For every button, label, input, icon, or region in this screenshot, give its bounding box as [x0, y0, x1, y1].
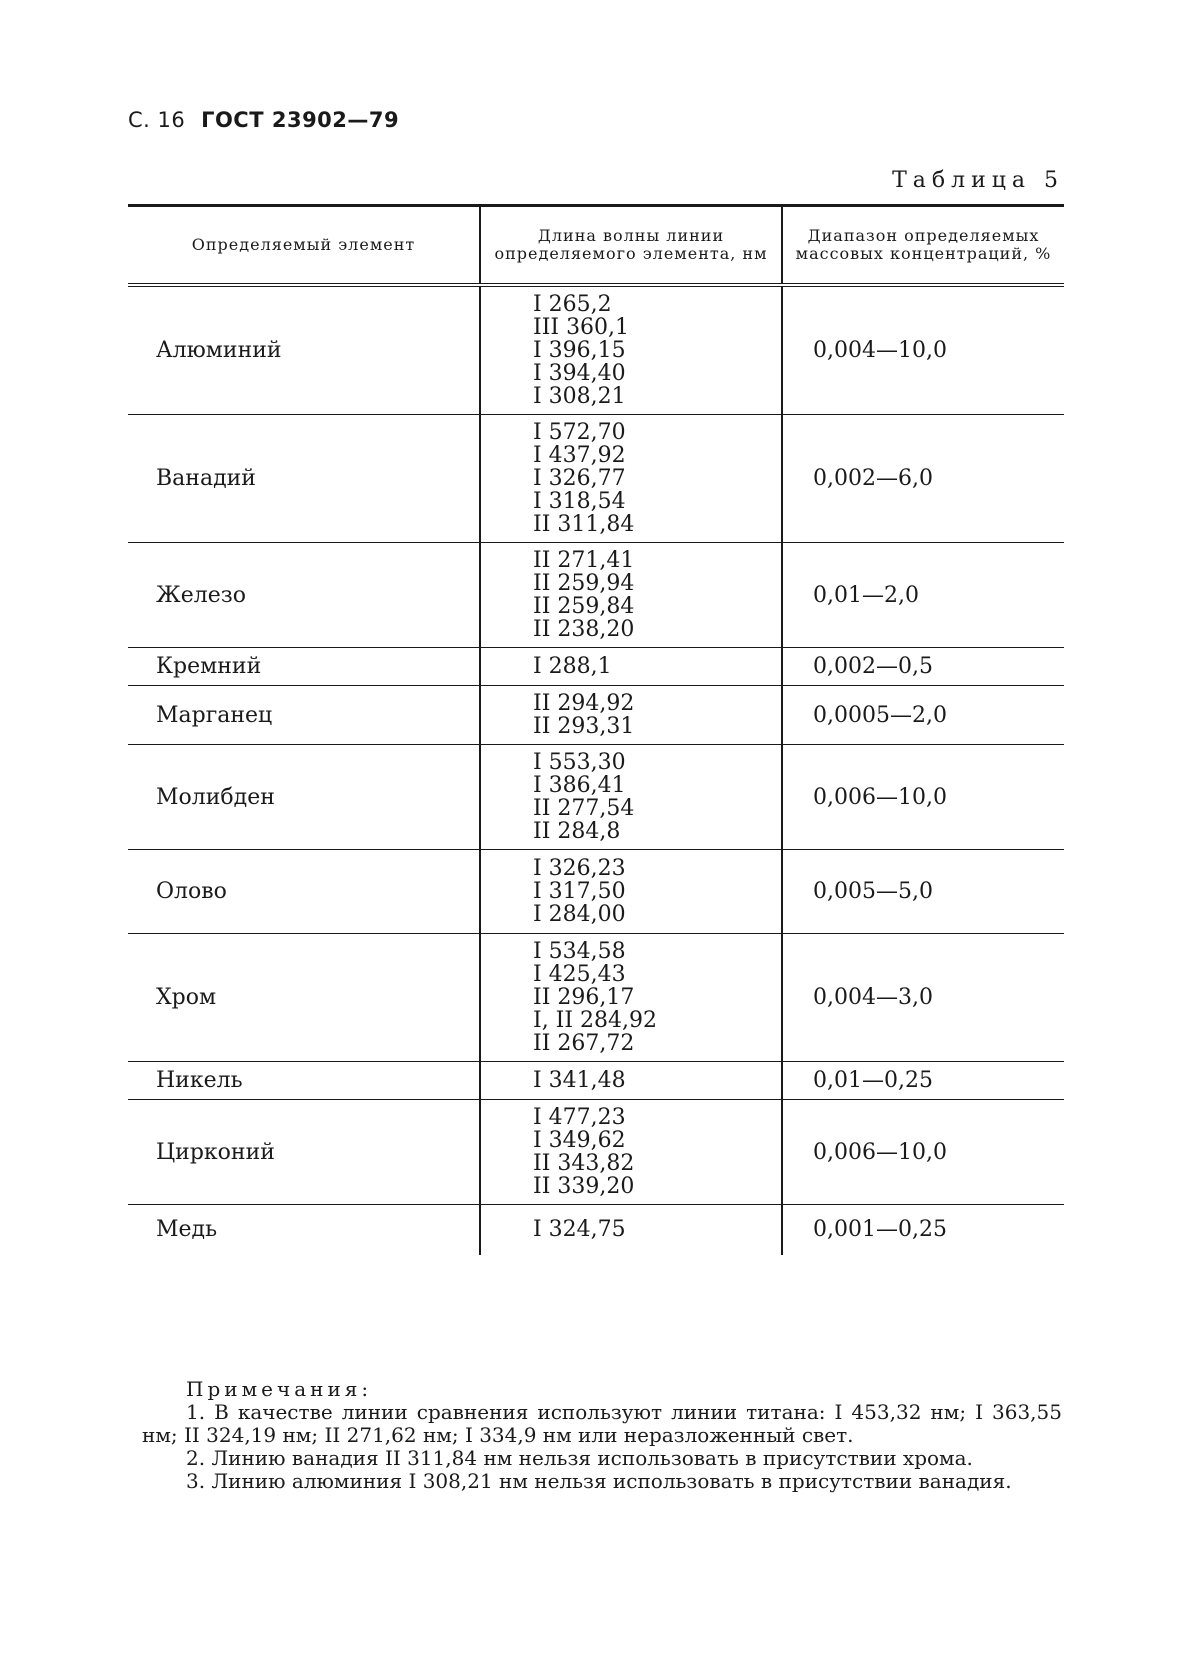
page-header	[128, 108, 399, 132]
concentration-range: 0,006—10,0	[782, 745, 1064, 850]
notes-section	[142, 1378, 1062, 1493]
table-row	[128, 934, 1064, 1062]
wavelength-value: I 553,30	[533, 750, 626, 775]
element-name: Молибден	[128, 745, 480, 850]
wavelength-cell	[480, 648, 782, 686]
wavelength-value: I 534,58	[533, 939, 626, 964]
element-name: Хром	[128, 934, 480, 1062]
wavelength-value: II 343,82	[533, 1151, 635, 1176]
wavelength-value: II 259,84	[533, 594, 635, 619]
wavelength-value: I 394,40	[533, 361, 626, 386]
wavelength-cell	[480, 934, 782, 1062]
note-item: 1. В качестве линии сравнения используют линии титана: I 453,32 нм; I 363,55 нм; II 324,19 нм; II 271,62 нм; I 334,9 нм или неразложенный свет.	[142, 1400, 1062, 1447]
concentration-range: 0,006—10,0	[782, 1100, 1064, 1205]
wavelength-value: I 386,41	[533, 773, 626, 798]
wavelength-value: I 317,50	[533, 879, 626, 904]
wavelength-cell	[480, 285, 782, 415]
wavelength-value: I 572,70	[533, 420, 626, 445]
concentration-range: 0,01—0,25	[782, 1062, 1064, 1100]
note-item: 3. Линию алюминия I 308,21 нм нельзя использовать в присутствии ванадия.	[186, 1469, 1012, 1493]
element-name: Кремний	[128, 648, 480, 686]
wavelength-cell	[480, 415, 782, 543]
wavelength-cell	[480, 543, 782, 648]
wavelength-value: I 326,23	[533, 856, 626, 881]
element-name: Олово	[128, 850, 480, 934]
element-name: Марганец	[128, 686, 480, 745]
table-body	[128, 285, 1064, 1255]
concentration-range: 0,002—0,5	[782, 648, 1064, 686]
wavelength-cell	[480, 1100, 782, 1205]
table-row	[128, 285, 1064, 415]
notes-title: Примечания:	[186, 1377, 373, 1401]
wavelength-value: II 294,92	[533, 691, 635, 716]
wavelength-value: II 296,17	[533, 985, 635, 1010]
page-number: С. 16	[128, 108, 186, 132]
table-row	[128, 1100, 1064, 1205]
wavelength-value: II 259,94	[533, 571, 635, 596]
wavelength-value: I 308,21	[533, 384, 626, 409]
table-row	[128, 1062, 1064, 1100]
wavelength-value: I 324,75	[533, 1217, 626, 1243]
element-name: Алюминий	[128, 285, 480, 415]
table-row	[128, 850, 1064, 934]
concentration-range: 0,002—6,0	[782, 415, 1064, 543]
wavelength-value: II 277,54	[533, 796, 635, 821]
wavelength-value: I 318,54	[533, 489, 626, 514]
standard-code: ГОСТ 23902—79	[201, 108, 400, 132]
concentration-range: 0,004—3,0	[782, 934, 1064, 1062]
concentration-range: 0,001—0,25	[813, 1217, 947, 1243]
wavelength-value: III 360,1	[533, 315, 630, 340]
element-name: Никель	[128, 1062, 480, 1100]
column-header-range: Диапазон определяемых массовых концентраций, %	[782, 206, 1064, 286]
table-title: Таблица 5	[892, 168, 1064, 193]
table-row	[128, 1205, 1064, 1255]
element-name: Ванадий	[128, 415, 480, 543]
wavelength-value: II 311,84	[533, 512, 635, 537]
wavelength-cell	[480, 1205, 782, 1255]
wavelength-cell	[480, 745, 782, 850]
element-name: Цирконий	[128, 1100, 480, 1205]
note-item: 2. Линию ванадия II 311,84 нм нельзя использовать в присутствии хрома.	[186, 1446, 973, 1470]
concentration-range: 0,005—5,0	[782, 850, 1064, 934]
table-row	[128, 415, 1064, 543]
table-header-row	[128, 206, 1064, 286]
wavelength-value: II 284,8	[533, 819, 621, 844]
wavelength-cell	[480, 1062, 782, 1100]
wavelength-cell	[480, 686, 782, 745]
table-row	[128, 543, 1064, 648]
wavelength-value: I 326,77	[533, 466, 626, 491]
table-row	[128, 686, 1064, 745]
wavelength-value: I 288,1	[533, 654, 612, 679]
column-header-element: Определяемый элемент	[128, 206, 480, 286]
wavelength-value: II 238,20	[533, 617, 635, 642]
table-row	[128, 648, 1064, 686]
wavelength-value: I 341,48	[533, 1068, 626, 1093]
table-row	[128, 745, 1064, 850]
wavelength-value: I, II 284,92	[533, 1008, 658, 1033]
wavelength-value: II 267,72	[533, 1031, 635, 1056]
wavelength-value: I 477,23	[533, 1105, 626, 1130]
wavelength-cell	[480, 850, 782, 934]
wavelength-value: I 396,15	[533, 338, 626, 363]
column-header-wavelength: Длина волны линии определяемого элемента, нм	[480, 206, 782, 286]
wavelength-value: II 339,20	[533, 1174, 635, 1199]
wavelength-value: I 265,2	[533, 292, 612, 317]
concentration-range: 0,01—2,0	[782, 543, 1064, 648]
element-name: Железо	[128, 543, 480, 648]
concentration-range: 0,0005—2,0	[782, 686, 1064, 745]
wavelength-value: I 284,00	[533, 902, 626, 927]
concentration-range: 0,004—10,0	[782, 285, 1064, 415]
wavelength-value: I 349,62	[533, 1128, 626, 1153]
wavelength-value: II 293,31	[533, 714, 635, 739]
wavelength-value: II 271,41	[533, 548, 635, 573]
wavelength-value: I 425,43	[533, 962, 626, 987]
element-name: Медь	[128, 1205, 480, 1255]
wavelength-value: I 437,92	[533, 443, 626, 468]
elements-table	[128, 204, 1064, 1255]
